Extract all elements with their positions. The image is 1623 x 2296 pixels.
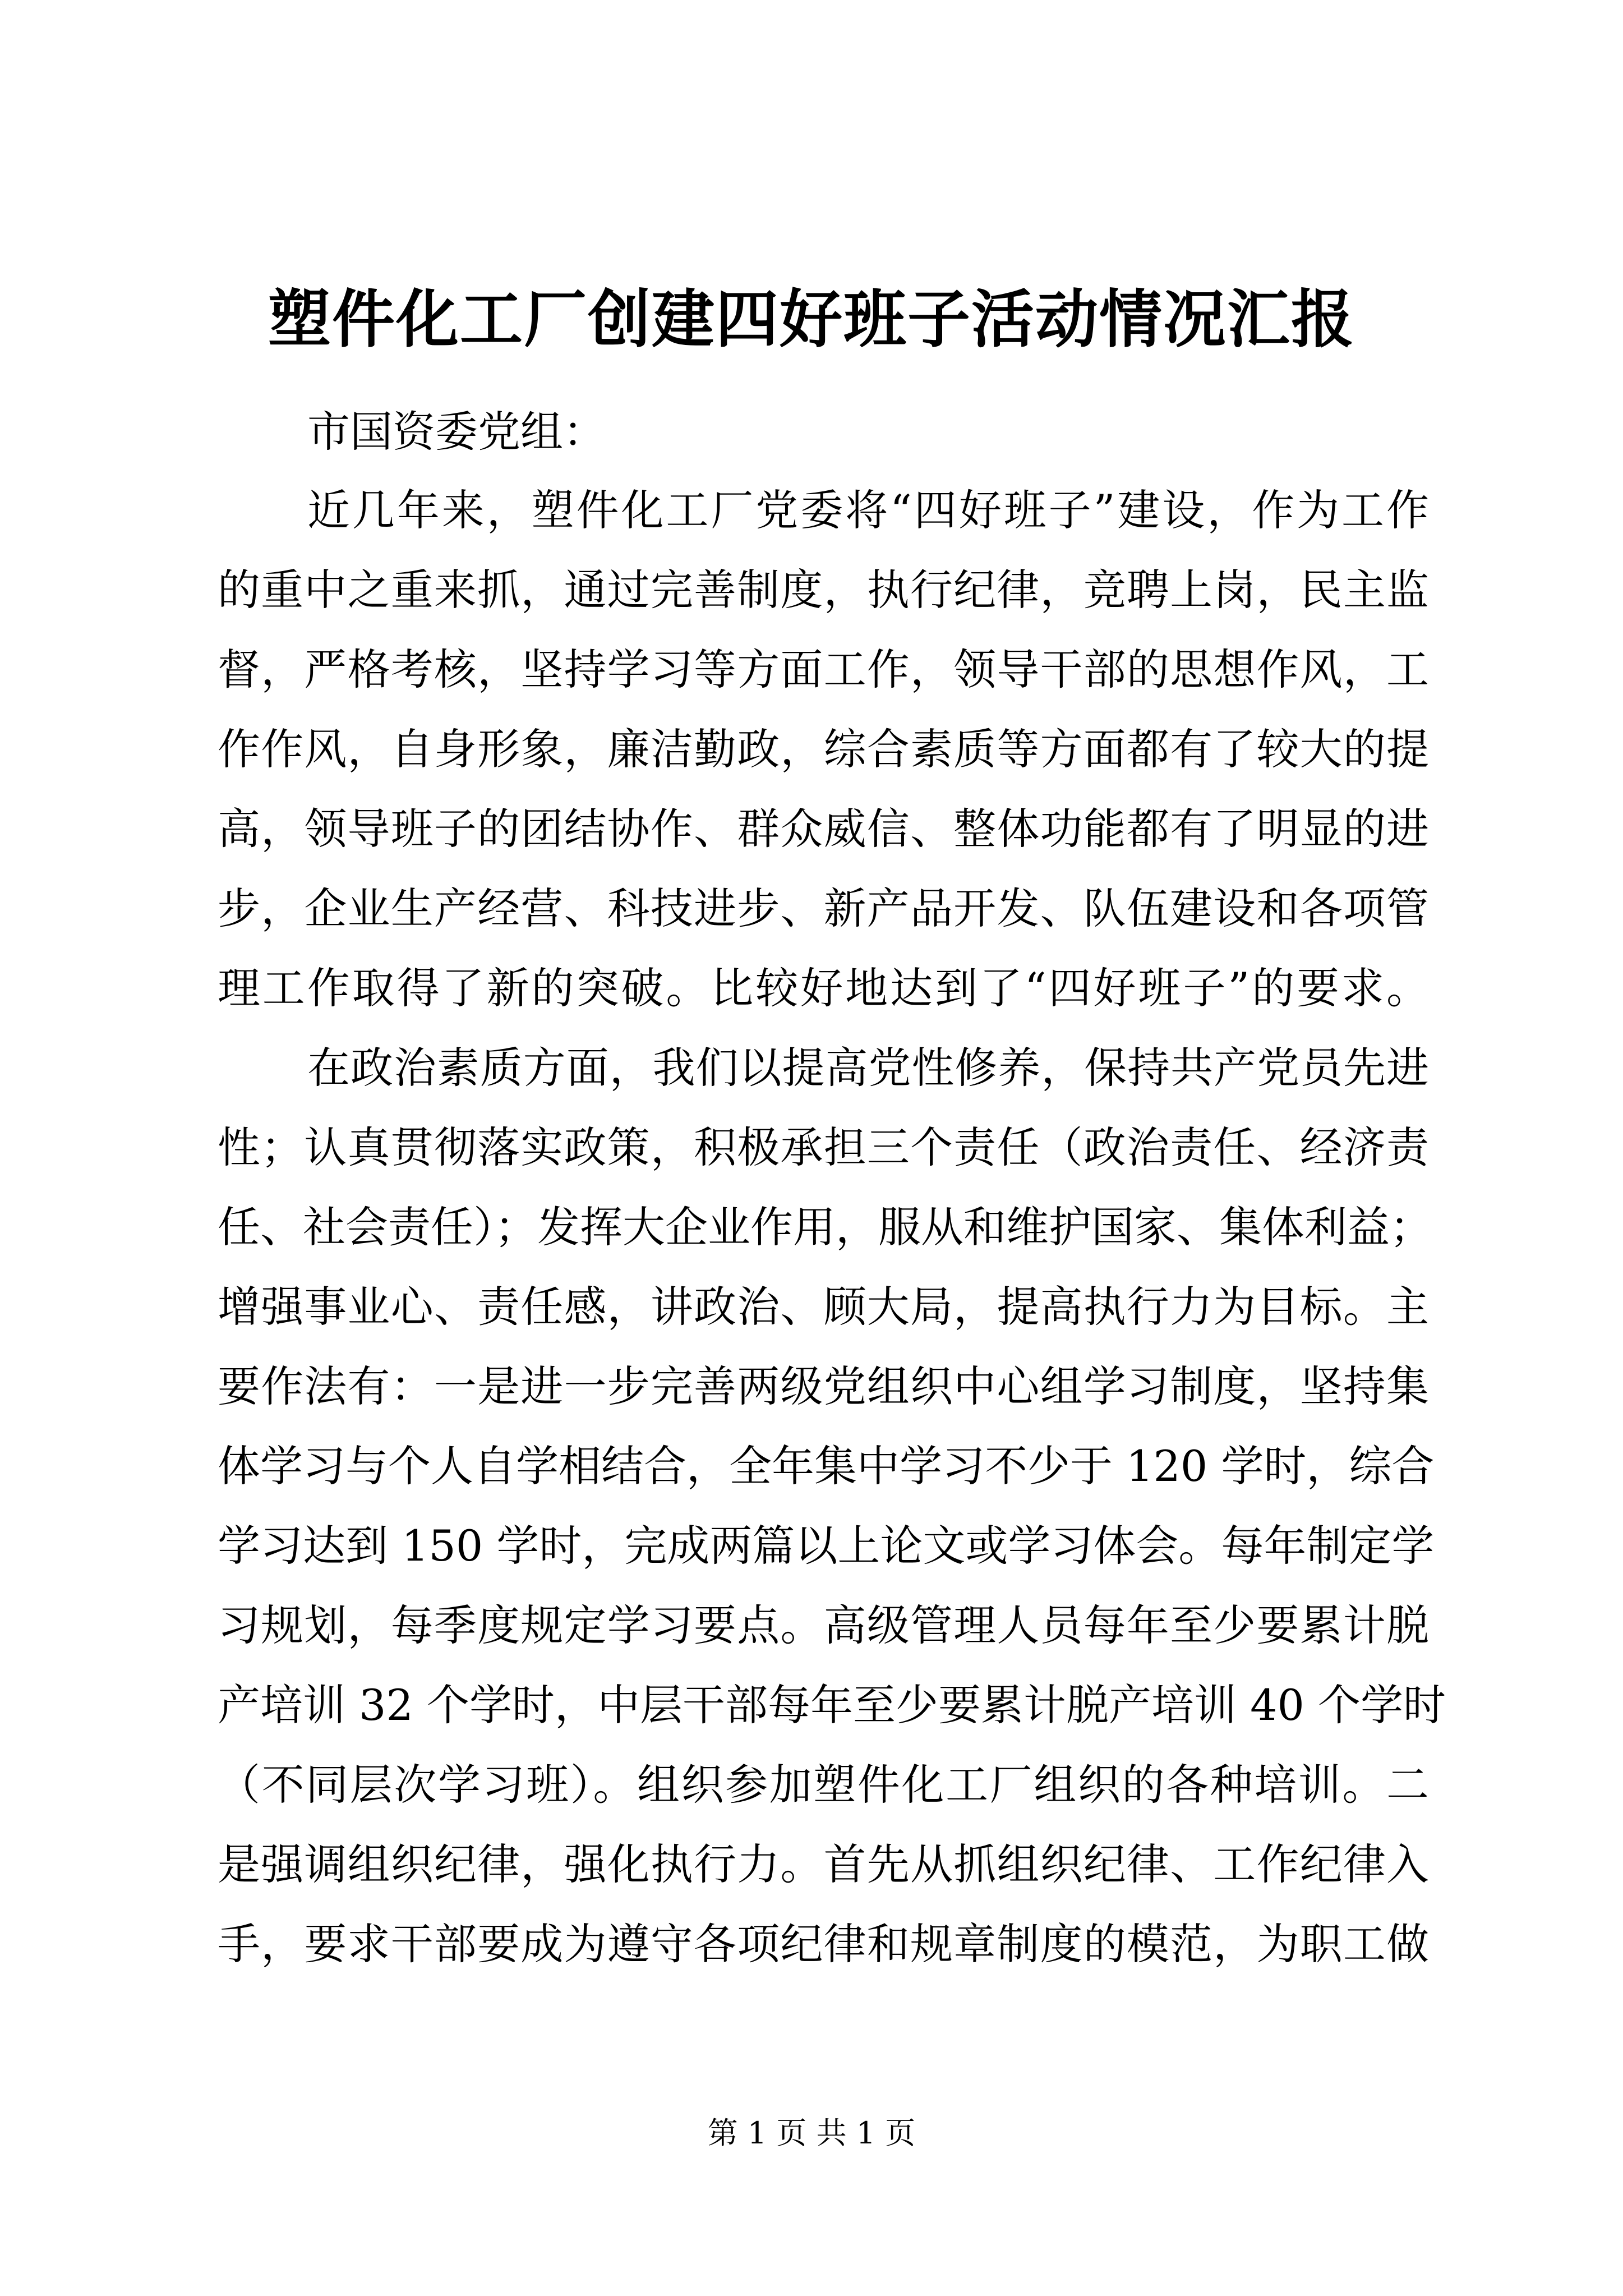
page-number-footer: 第 1 页 共 1 页: [707, 2115, 916, 2151]
salutation-line: 市国资委党组：: [307, 407, 606, 457]
body-line: 学习达到 150 学时，完成两篇以上论文或学习体会。每年制定学: [218, 1521, 1435, 1571]
body-line: 是强调组织纪律，强化执行力。首先从抓组织纪律、工作纪律入: [218, 1839, 1429, 1889]
body-line: 手，要求干部要成为遵守各项纪律和规章制度的模范，为职工做: [218, 1919, 1429, 1969]
body-line: 的重中之重来抓，通过完善制度，执行纪律，竞聘上岗，民主监: [218, 565, 1429, 615]
body-line: 督，严格考核，坚持学习等方面工作，领导干部的思想作风，工: [218, 645, 1429, 694]
body-line: （不同层次学习班）。组织参加塑件化工厂组织的各种培训。二: [218, 1760, 1429, 1810]
body-line: 近几年来，塑件化工厂党委将“四好班子”建设，作为工作: [307, 485, 1429, 535]
body-line: 体学习与个人自学相结合，全年集中学习不少于 120 学时，综合: [218, 1441, 1435, 1491]
body-line: 增强事业心、责任感，讲政治、顾大局，提高执行力为目标。主: [218, 1282, 1429, 1332]
body-line: 高，领导班子的团结协作、群众威信、整体功能都有了明显的进: [218, 804, 1429, 854]
body-line: 作作风，自身形象，廉洁勤政，综合素质等方面都有了较大的提: [218, 724, 1429, 774]
body-line: 在政治素质方面，我们以提高党性修养，保持共产党员先进: [307, 1043, 1429, 1093]
body-line: 任、社会责任）；发挥大企业作用，服从和维护国家、集体利益；: [218, 1202, 1432, 1252]
body-line: 性；认真贯彻落实政策，积极承担三个责任（政治责任、经济责: [218, 1122, 1429, 1172]
body-line: 要作法有：一是进一步完善两级党组织中心组学习制度，坚持集: [218, 1361, 1429, 1411]
body-line: 产培训 32 个学时，中层干部每年至少要累计脱产培训 40 个学时: [218, 1680, 1446, 1730]
body-line: 步，企业生产经营、科技进步、新产品开发、队伍建设和各项管: [218, 884, 1429, 933]
body-line: 习规划，每季度规定学习要点。高级管理人员每年至少要累计脱: [218, 1600, 1429, 1650]
body-line: 理工作取得了新的突破。比较好地达到了“四好班子”的要求。: [218, 963, 1429, 1013]
document-title: 塑件化工厂创建四好班子活动情况汇报: [268, 283, 1355, 356]
